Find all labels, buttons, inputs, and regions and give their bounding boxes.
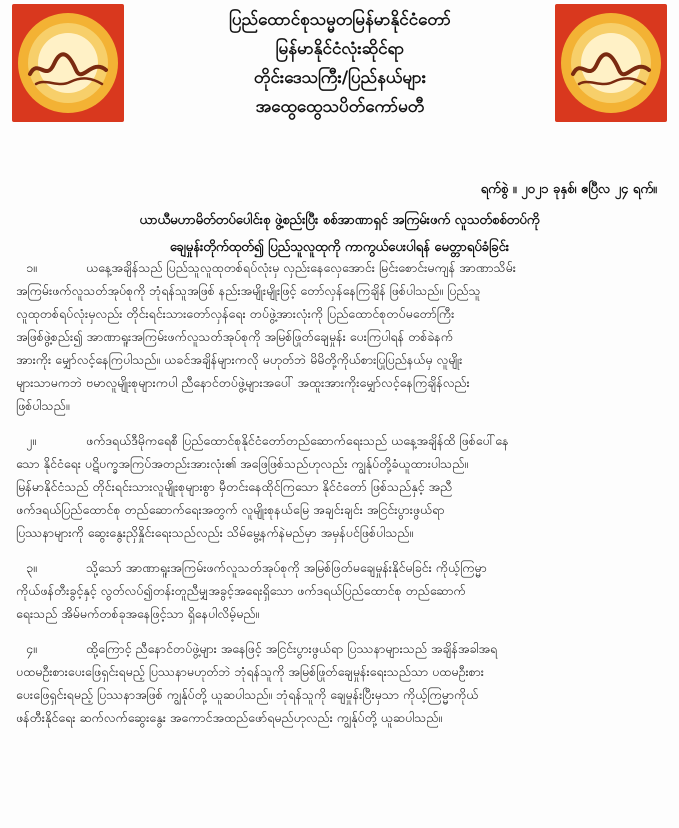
subject-line: ယာယီမဟာမိတ်တပ်ပေါင်းစု ဖွဲ့စည်းပြီး စစ်အာဏာရှင် အကြမ်းဖက် လူသတ်စစ်တပ်ကို [139,213,540,228]
paragraph-line: ပထမဦးစားပေးဖြေရှင်းရမည့် ပြဿနာမဟုတ်ဘဲ ဘုံရန်သူကို အမြစ်ဖြုတ်ချေမှုန်းရေးသည်သာ ပထမဦးစား [16,664,484,679]
paragraph-line: ရေးသည် အိမ်မက်တစ်ခုအနေဖြင့်သာ ရှိနေပါလိမ့်မည်။ [16,606,260,621]
paragraph-line: ပေးဖြေရှင်းရမည့် ပြဿနာအဖြစ် ကျွန်ုပ်တို့ ယူဆပါသည်။ ဘုံရန်သူကို ချေမှုန်းပြီးမှသာ ကိုယ့်ကြမ္မာကိုယ် [16,687,479,702]
paragraph-line: ဖန်တီးနိုင်ရေး ဆက်လက်ဆွေးနွေး အကောင်အထည်ဖော်ရမည်ဟုလည်း ကျွန်ုပ်တို့ ယူဆပါသည်။ [16,710,443,725]
paragraph-line: မြန်မာနိုင်ငံသည် တိုင်းရင်းသားလူမျိုးစုများစွာ မှီတင်းနေထိုင်ကြသော နိုင်ငံတော် ဖြစ်သည်နှင့် အညီ [16,479,453,494]
paragraph-line: ပြဿနာများကို ဆွေးနွေးညှိနှိုင်းရေးသည်လည်း သိမ်မွေ့နက်နဲမည်မှာ အမှန်ပင်ဖြစ်ပါသည်။ [16,525,414,540]
paragraph-line: ဖက်ဒရယ်ဒီမိုကရေစီ ပြည်ထောင်စုနိုင်ငံတော်တည်ဆောက်ရေးသည် ယနေ့အချိန်ထိ ဖြစ်ပေါ်နေ [86,433,509,448]
sunburst-logo-icon [12,4,124,122]
paragraph-number: ၃။ [26,560,37,575]
paragraph-line: သို့သော် အာဏာရူးအကြမ်းဖက်လူသတ်အုပ်စုကို အမြစ်ဖြတ်မချေမှုန်းနိုင်မခြင်း ကိုယ့်ကြမ္မာ [86,560,487,575]
letterhead-title [140,6,540,122]
paragraph-line: များသာမကဘဲ ဗမာလူမျိုးစုများကပါ ညီနောင်တပ်ဖွဲ့များအပေါ် အထူးအားကိုးမျှော်လင့်နေကြချိန်လည်း [16,375,470,390]
header-line-committee: အထွေထွေသပိတ်ကော်မတီ [255,97,425,117]
strike-committee-logo-left [12,4,124,122]
header-line-country: ပြည်ထောင်စုသမ္မတမြန်မာနိုင်ငံတော် [229,10,451,30]
paragraph-line: အဖြစ်ဖွဲ့စည်း၍ အာဏာရူးအကြမ်းဖက်လူသတ်အုပ်စုကို အမြစ်ဖြုတ်ချေမှုန်း ပေးကြပါရန် တစ်ခဲနက် [16,329,453,344]
paragraph-3 [16,556,666,625]
paragraph-line: သော နိုင်ငံရေး ပဋိပက္ခအကြပ်အတည်းအားလုံး၏ အဖြေဖြစ်သည်ဟုလည်း ကျွန်ုပ်တို့ခံယူထားပါသည်။ [16,456,469,471]
paragraph-line: ဖက်ဒရယ်ပြည်ထောင်စု တည်ဆောက်ရေးအတွက် လူမျိုးစုနယ်မြေ အချင်းချင်း အငြင်းပွားဖွယ်ရာ [16,502,445,517]
paragraph-1 [16,256,666,417]
subject-line: ချေမှုန်းတိုက်ထုတ်၍ ပြည်သူလူထုကို ကာကွယ်ပေးပါရန် မေတ္တာရပ်ခံခြင်း [169,240,510,255]
strike-committee-logo-right [555,4,667,122]
paragraph-number: ၄။ [26,641,37,656]
paragraph-line: ကိုယ်ဖန်တီးခွင့်နှင့် လွတ်လပ်၍တန်းတူညီမျှအခွင့်အရေးရှိသော ဖက်ဒရယ်ပြည်ထောင်စု တည်ဆောက် [16,583,466,598]
paragraph-line: လူထုတစ်ရပ်လုံးမှလည်း တိုင်းရင်းသားတော်လှန်ရေး တပ်ဖွဲ့အားလုံးကို ပြည်ထောင်စုတပ်မတော်ကြီး [16,306,455,321]
paragraph-line: ယနေ့အချိန်သည် ပြည်သူလူထုတစ်ရပ်လုံးမှ လှည်းနေလှေအောင်း မြင်းစောင်းမကျန် အာဏာသိမ်း [86,260,516,275]
document-body [16,256,666,729]
document-subject [20,207,659,261]
sunburst-logo-icon [555,4,667,122]
paragraph-number: ၁။ [26,260,37,275]
paragraph-line: အကြမ်းဖက်လူသတ်အုပ်စုကို ဘုံရန်သူအဖြစ် နည်းအမျိုးမျိုးဖြင့် တော်လှန်နေကြချိန် ဖြစ်ပါသည်။ ပြည်သူ [16,283,481,298]
paragraph-4 [16,637,666,729]
paragraph-2 [16,429,666,544]
paragraph-line: အားကိုး မျှော်လင့်နေကြပါသည်။ ယခင်အချိန်များကလို မဟုတ်ဘဲ မိမိတို့ကိုယ်စားပြုပြည်နယ်မှ လူမျိုး [16,352,463,367]
paragraph-line: ထို့ကြောင့် ညီနောင်တပ်ဖွဲ့များ အနေဖြင့် အငြင်းပွားဖွယ်ရာ ပြဿနာများသည် အချိန်အခါအရ [86,641,498,656]
header-line-regions-states: တိုင်းဒေသကြီး/ပြည်နယ်များ [253,68,427,88]
header-line-nationwide: မြန်မာနိုင်ငံလုံးဆိုင်ရာ [275,39,405,59]
document-date: ရက်စွဲ ။ ၂၀၂၁ ခုနှစ်၊ ဧပြီလ ၂၄ ရက်။ [480,182,657,197]
paragraph-number: ၂။ [26,433,36,448]
paragraph-line: ဖြစ်ပါသည်။ [16,398,70,413]
